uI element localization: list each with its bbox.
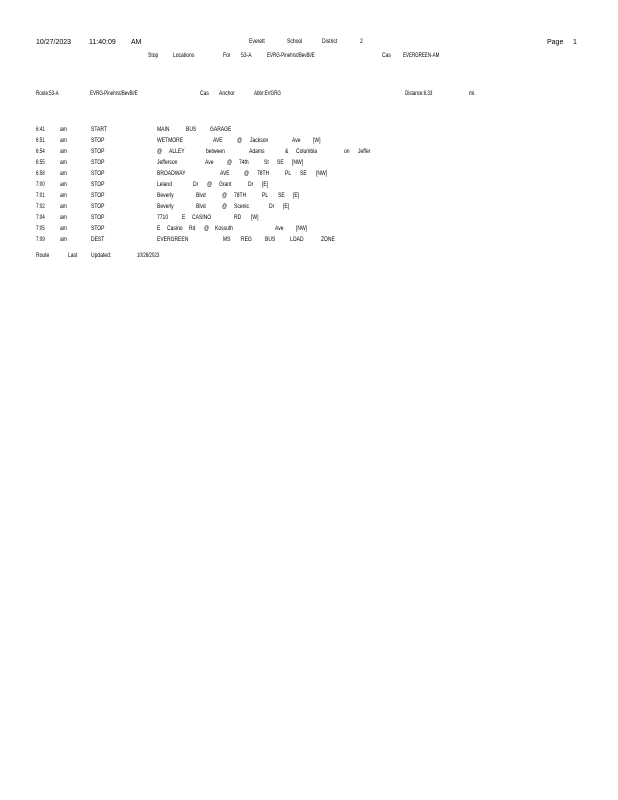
stop-location-word: Scenic [234,203,249,210]
stop-type: STOP [91,148,105,155]
stop-location-word: PL [262,192,269,199]
stop-ampm: am [60,159,67,166]
stop-location-word: Dr [248,181,254,188]
stop-location-word: @ [222,192,228,199]
stop-type: DEST [91,236,105,243]
stop-location-word: Blvd [196,192,206,199]
stop-time: 7:09 [36,236,45,243]
route-cas: Cas [200,90,209,97]
stop-location-word: @ [157,148,163,155]
subtitle-cas-label: Cas [382,52,391,59]
route-anchor: Anchor [219,90,235,97]
stop-location-word: LOAD [290,236,304,243]
stop-location-word: Rd [189,225,196,232]
stop-location-word: 78TH [257,170,270,177]
stop-location-word: Jefferson [157,159,178,166]
subtitle-word: For [223,52,231,59]
stop-time: 6:55 [36,159,45,166]
district-word: Everett [249,38,265,45]
stop-location-word: [E] [262,181,269,188]
stop-location-word: EVERGREEN [157,236,189,243]
stop-location-word: St [264,159,269,166]
stop-location-word: REG [241,236,252,243]
subtitle-word: 53-A [241,52,252,59]
stop-location-word: @ [222,203,228,210]
stop-ampm: am [60,126,67,133]
stop-location-word: ALLEY [169,148,185,155]
stop-location-word: Adams [249,148,265,155]
stop-location-word: E [182,214,186,221]
stop-location-word: Ave [205,159,214,166]
stop-location-word: between [206,148,225,155]
stop-ampm: am [60,203,67,210]
stop-location-word: BROADWAY [157,170,186,177]
stop-time: 6:41 [36,126,45,133]
stop-location-word: & [285,148,289,155]
stop-location-word: MAIN [157,126,170,133]
stop-location-word: BUS [186,126,197,133]
stop-ampm: am [60,170,67,177]
stop-time: 7:04 [36,214,45,221]
page-label: Page [547,39,564,46]
district-word: District [322,38,338,45]
footer-word: Last [68,252,78,259]
stop-type: STOP [91,181,105,188]
stop-time: 6:58 [36,170,45,177]
stop-location-word: SE [300,170,307,177]
stop-location-word: Casino [167,225,183,232]
stop-location-word: Ave [275,225,284,232]
route-name: EVRG-Pinehrst/BevBl/E [90,90,138,97]
stop-location-word: ZONE [321,236,335,243]
footer-word: Route [36,252,50,259]
stop-ampm: am [60,225,67,232]
stop-time: 7:00 [36,181,45,188]
stop-time: 7:02 [36,203,45,210]
stop-location-word: Ave [292,137,301,144]
route-abbr: Abbr:EVGRG [254,90,281,97]
district-word: School [287,38,303,45]
stop-location-word: AVE [220,170,230,177]
subtitle-word: EVRG-Pinehrst/BevBl/E [267,52,315,59]
stop-ampm: am [60,181,67,188]
stop-location-word: [E] [293,192,300,199]
stop-location-word: Grant [219,181,232,188]
stop-type: STOP [91,137,105,144]
stop-location-word: Jeffer [358,148,371,155]
stop-ampm: am [60,192,67,199]
route-id: Route:53-A [36,90,59,97]
subtitle-cas-value: EVERGREEN-AM [403,52,440,59]
stop-location-word: @ [204,225,210,232]
stop-location-word: Blvd [196,203,206,210]
stop-location-word: WETMORE [157,137,184,144]
stop-time: 7:05 [36,225,45,232]
report-ampm: AM [131,39,142,46]
stop-location-word: 74th [239,159,249,166]
stop-location-word: Leland [157,181,172,188]
stop-location-word: [E] [283,203,290,210]
stop-location-word: SE [277,159,284,166]
stop-location-word: Dr [193,181,199,188]
stop-location-word: Columbia [296,148,318,155]
stop-location-word: Jackson [250,137,269,144]
stop-type: STOP [91,192,105,199]
stop-type: STOP [91,225,105,232]
stop-type: START [91,126,107,133]
stop-location-word: Beverly [157,192,174,199]
stop-location-word: [NW] [292,159,304,166]
stop-ampm: am [60,214,67,221]
stop-location-word: @ [227,159,233,166]
subtitle-word: Stop [148,52,159,59]
stop-location-word: CASINO [192,214,212,221]
stop-location-word: Dr [269,203,275,210]
page-number: 1 [573,39,577,46]
stop-location-word: Beverly [157,203,174,210]
stop-location-word: @ [244,170,250,177]
stop-location-word: 78TH [234,192,247,199]
route-distance: Distance:6.33 [405,90,433,97]
stop-location-word: @ [207,181,213,188]
subtitle-word: Locations [173,52,195,59]
stop-time: 7:01 [36,192,45,199]
stop-location-word: 7710 [157,214,169,221]
footer-word: Updated: [91,252,112,259]
stop-location-word: RD [234,214,242,221]
stop-location-word: SE [278,192,285,199]
stop-time: 6:51 [36,137,45,144]
stop-location-word: [W] [313,137,321,144]
stop-location-word: on [344,148,350,155]
stop-type: STOP [91,203,105,210]
district-word: 2 [360,38,363,45]
stop-location-word: [NW] [316,170,328,177]
distance-unit: mi. [469,90,476,97]
stop-type: STOP [91,170,105,177]
stop-location-word: PL [285,170,292,177]
stop-type: STOP [91,159,105,166]
stop-location-word: E [157,225,161,232]
stop-location-word: BUS [265,236,276,243]
stop-ampm: am [60,148,67,155]
report-time: 11:40:09 [89,39,116,46]
stop-location-word: @ [237,137,243,144]
stop-ampm: am [60,236,67,243]
stop-location-word: [NW] [296,225,308,232]
stop-time: 6:54 [36,148,45,155]
stop-location-word: AVE [213,137,223,144]
report-date: 10/27/2023 [36,39,72,46]
stop-ampm: am [60,137,67,144]
stop-type: STOP [91,214,105,221]
footer-date: 10/26/2023 [137,252,160,259]
stop-location-word: MS [223,236,231,243]
stop-location-word: Kossuth [215,225,234,232]
stop-location-word: [W] [251,214,259,221]
stop-location-word: GARAGE [210,126,232,133]
